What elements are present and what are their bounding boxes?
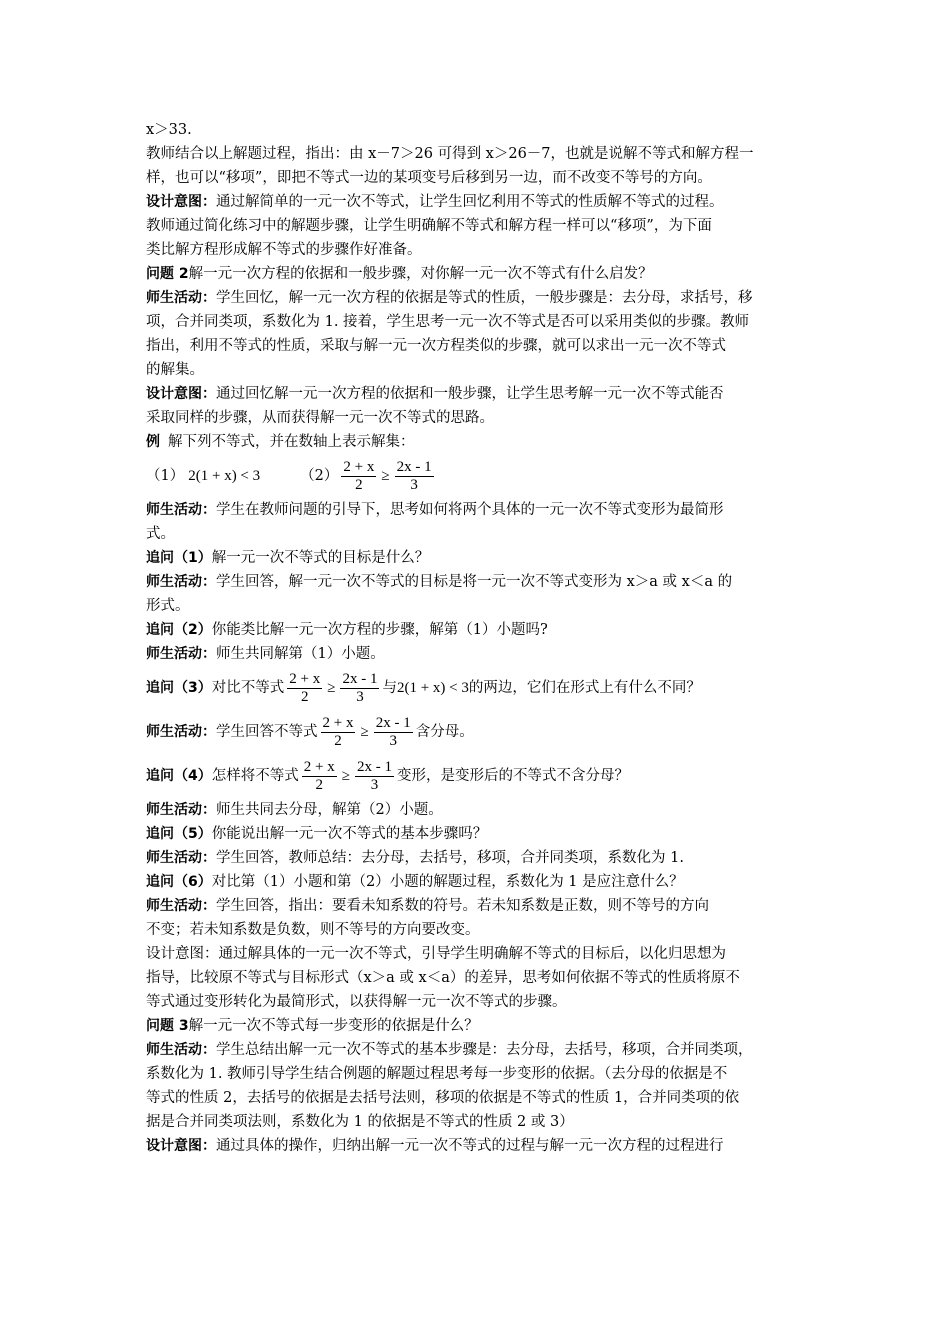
text: 含分母。 xyxy=(415,724,474,740)
numerator: 2 + x xyxy=(303,758,335,775)
text-line xyxy=(146,1110,810,1134)
text-line xyxy=(146,666,810,710)
numerator: 2 + x xyxy=(289,670,321,687)
denominator: 3 xyxy=(356,688,364,705)
text: 类比解方程形成解不等式的步骤作好准备。 xyxy=(146,242,422,258)
text-line xyxy=(146,642,810,666)
text: 学生回忆，解一元一次方程的依据是等式的性质，一般步骤是：去分母，求括号，移 xyxy=(216,290,753,306)
text: x＞33. xyxy=(146,122,192,138)
label: 追问（4） xyxy=(146,768,212,784)
label: 师生活动： xyxy=(146,724,216,740)
text-line xyxy=(146,406,810,430)
text: 通过具体的操作，归纳出解一元一次不等式的过程与解一元一次方程的过程进行 xyxy=(216,1138,724,1154)
text: 对比不等式 xyxy=(211,680,285,696)
fraction xyxy=(321,715,356,750)
text: 设计意图：通过解具体的一元一次不等式，引导学生明确解不等式的目标后，以化归思想为 xyxy=(146,946,726,962)
math: 2(1 + x) < 3 xyxy=(396,680,469,696)
text-line xyxy=(146,334,810,358)
text: 指导，比较原不等式与目标形式（x＞a 或 x＜a）的差异，思考如何依据不等式的性质将原不 xyxy=(146,970,740,986)
label: 追问（3） xyxy=(146,680,212,696)
fraction xyxy=(302,759,337,794)
numerator: 2 + x xyxy=(343,458,375,475)
text-line xyxy=(146,798,810,822)
fraction xyxy=(340,671,379,706)
text: 师生共同去分母，解第（2）小题。 xyxy=(216,802,443,818)
label: 师生活动： xyxy=(146,898,216,914)
text: 采取同样的步骤，从而获得解一元一次不等式的思路。 xyxy=(146,410,494,426)
math: 2(1 + x) < 3 xyxy=(188,468,261,484)
text: 通过回忆解一元一次方程的依据和一般步骤，让学生思考解一元一次不等式能否 xyxy=(216,386,724,402)
text-line xyxy=(146,966,810,990)
denominator: 2 xyxy=(355,476,363,493)
text: 变形，是变形后的不等式不含分母？ xyxy=(396,768,629,784)
text: 样，也可以“移项”，即把不等式一边的某项变号后移到另一边，而不改变不等号的方向。 xyxy=(146,170,712,186)
text: 怎样将不等式 xyxy=(211,768,299,784)
text-line xyxy=(146,754,810,798)
text-line xyxy=(146,310,810,334)
label: 师生活动： xyxy=(146,850,216,866)
numerator: 2x - 1 xyxy=(342,670,378,687)
text-line xyxy=(146,214,810,238)
text: 不变；若未知系数是负数，则不等号的方向要改变。 xyxy=(146,922,480,938)
text-line xyxy=(146,546,810,570)
label: 追问（5） xyxy=(146,826,212,842)
text-line xyxy=(146,618,810,642)
text-line xyxy=(146,594,810,618)
text-line xyxy=(146,358,810,382)
label: 问题 3 xyxy=(146,1018,189,1034)
numerator: 2x - 1 xyxy=(396,458,432,475)
text: 等式的性质 2，去括号的依据是去括号法则，移项的依据是不等式的性质 1，合并同类项的依 xyxy=(146,1090,740,1106)
text: 与 xyxy=(382,680,397,696)
text: 的两边，它们在形式上有什么不同？ xyxy=(468,680,701,696)
text: 学生回答，教师总结：去分母，去括号，移项，合并同类项，系数化为 1. xyxy=(216,850,684,866)
label: 师生活动： xyxy=(146,574,216,590)
text: 项，合并同类项，系数化为 1. 接着，学生思考一元一次不等式是否可以采用类似的步骤。教师 xyxy=(146,314,750,330)
document-body xyxy=(146,118,810,1158)
text: 形式。 xyxy=(146,598,190,614)
label: 设计意图： xyxy=(146,194,216,210)
denominator: 2 xyxy=(315,776,323,793)
text: 教师通过简化练习中的解题步骤，让学生明确解不等式和解方程一样可以“移项”，为下面 xyxy=(146,218,712,234)
label: 设计意图： xyxy=(146,1138,216,1154)
label: （1） xyxy=(146,468,185,484)
numerator: 2x - 1 xyxy=(356,758,392,775)
text: 指出，利用不等式的性质，采取与解一元一次方程类似的步骤，就可以求出一元一次不等式 xyxy=(146,338,726,354)
label: 追问（6） xyxy=(146,874,212,890)
text-line xyxy=(146,942,810,966)
text-line xyxy=(146,1062,810,1086)
text: 你能类比解一元一次方程的步骤，解第（1）小题吗? xyxy=(211,622,548,638)
denominator: 3 xyxy=(389,732,397,749)
label: 设计意图： xyxy=(146,386,216,402)
fraction xyxy=(395,459,434,494)
text-line xyxy=(146,430,810,454)
text-line xyxy=(146,990,810,1014)
label: 追问（1） xyxy=(146,550,212,566)
label: 师生活动： xyxy=(146,290,216,306)
text-line xyxy=(146,1014,810,1038)
text-line xyxy=(146,570,810,594)
text-line xyxy=(146,142,810,166)
text-line xyxy=(146,262,810,286)
label: 追问（2） xyxy=(146,622,212,638)
text-line xyxy=(146,1134,810,1158)
text: 通过解简单的一元一次不等式，让学生回忆利用不等式的性质解不等式的过程。 xyxy=(216,194,724,210)
relation: ≥ xyxy=(360,724,369,740)
text: 学生在教师问题的引导下，思考如何将两个具体的一元一次不等式变形为最简形 xyxy=(216,502,724,518)
text-line xyxy=(146,846,810,870)
text: 式。 xyxy=(146,526,175,542)
text: 你能说出解一元一次不等式的基本步骤吗？ xyxy=(211,826,488,842)
label: 问题 2 xyxy=(146,266,189,282)
text-line xyxy=(146,1086,810,1110)
numerator: 2x - 1 xyxy=(375,714,411,731)
text: 解下列不等式，并在数轴上表示解集： xyxy=(168,434,415,450)
fraction xyxy=(287,671,322,706)
text: 解一元一次不等式的目标是什么？ xyxy=(211,550,430,566)
text: 解一元一次方程的依据和一般步骤，对你解一元一次不等式有什么启发？ xyxy=(188,266,653,282)
denominator: 3 xyxy=(370,776,379,793)
text: 解一元一次不等式每一步变形的依据是什么？ xyxy=(188,1018,479,1034)
label: 师生活动： xyxy=(146,502,216,518)
example-line xyxy=(146,454,810,498)
text: 等式通过变形转化为最简形式，以获得解一元一次不等式的步骤。 xyxy=(146,994,567,1010)
text: 学生回答，指出：要看未知系数的符号。若未知系数是正数，则不等号的方向 xyxy=(216,898,709,914)
text-line xyxy=(146,1038,810,1062)
text: 系数化为 1. 教师引导学生结合例题的解题过程思考每一步变形的依据。（去分母的依据是不 xyxy=(146,1066,728,1082)
text: 据是合并同类项法则，系数化为 1 的依据是不等式的性质 2 或 3） xyxy=(146,1114,574,1130)
text: 对比第（1）小题和第（2）小题的解题过程，系数化为 1 是应注意什么？ xyxy=(211,874,684,890)
text-line xyxy=(146,894,810,918)
text-line xyxy=(146,118,810,142)
label: 师生活动： xyxy=(146,646,216,662)
text-line xyxy=(146,522,810,546)
fraction xyxy=(341,459,376,494)
text-line xyxy=(146,286,810,310)
text-line xyxy=(146,710,810,754)
numerator: 2 + x xyxy=(322,714,354,731)
text: 的解集。 xyxy=(146,362,204,378)
relation: ≥ xyxy=(381,468,390,484)
text-line xyxy=(146,382,810,406)
text: 师生共同解第（1）小题。 xyxy=(216,646,385,662)
fraction xyxy=(374,715,413,750)
label: （2） xyxy=(300,468,339,484)
relation: ≥ xyxy=(327,680,336,696)
text: 学生总结出解一元一次不等式的基本步骤是：去分母，去括号，移项，合并同类项， xyxy=(216,1042,753,1058)
text-line xyxy=(146,822,810,846)
fraction xyxy=(355,759,394,794)
label: 例 xyxy=(146,434,160,450)
text-line xyxy=(146,498,810,522)
text-line xyxy=(146,918,810,942)
label: 师生活动： xyxy=(146,802,216,818)
denominator: 2 xyxy=(300,688,309,705)
text-line xyxy=(146,166,810,190)
text: 教师结合以上解题过程，指出：由 x－7＞26 可得到 x＞26－7，也就是说解不等式和解方程一 xyxy=(146,146,754,162)
text-line xyxy=(146,870,810,894)
denominator: 3 xyxy=(410,476,418,493)
text-line xyxy=(146,238,810,262)
denominator: 2 xyxy=(334,732,342,749)
text: 学生回答，解一元一次不等式的目标是将一元一次不等式变形为 x＞a 或 x＜a 的 xyxy=(216,574,733,590)
relation: ≥ xyxy=(341,768,350,784)
label: 师生活动： xyxy=(146,1042,216,1058)
text: 学生回答不等式 xyxy=(216,724,318,740)
text-line xyxy=(146,190,810,214)
